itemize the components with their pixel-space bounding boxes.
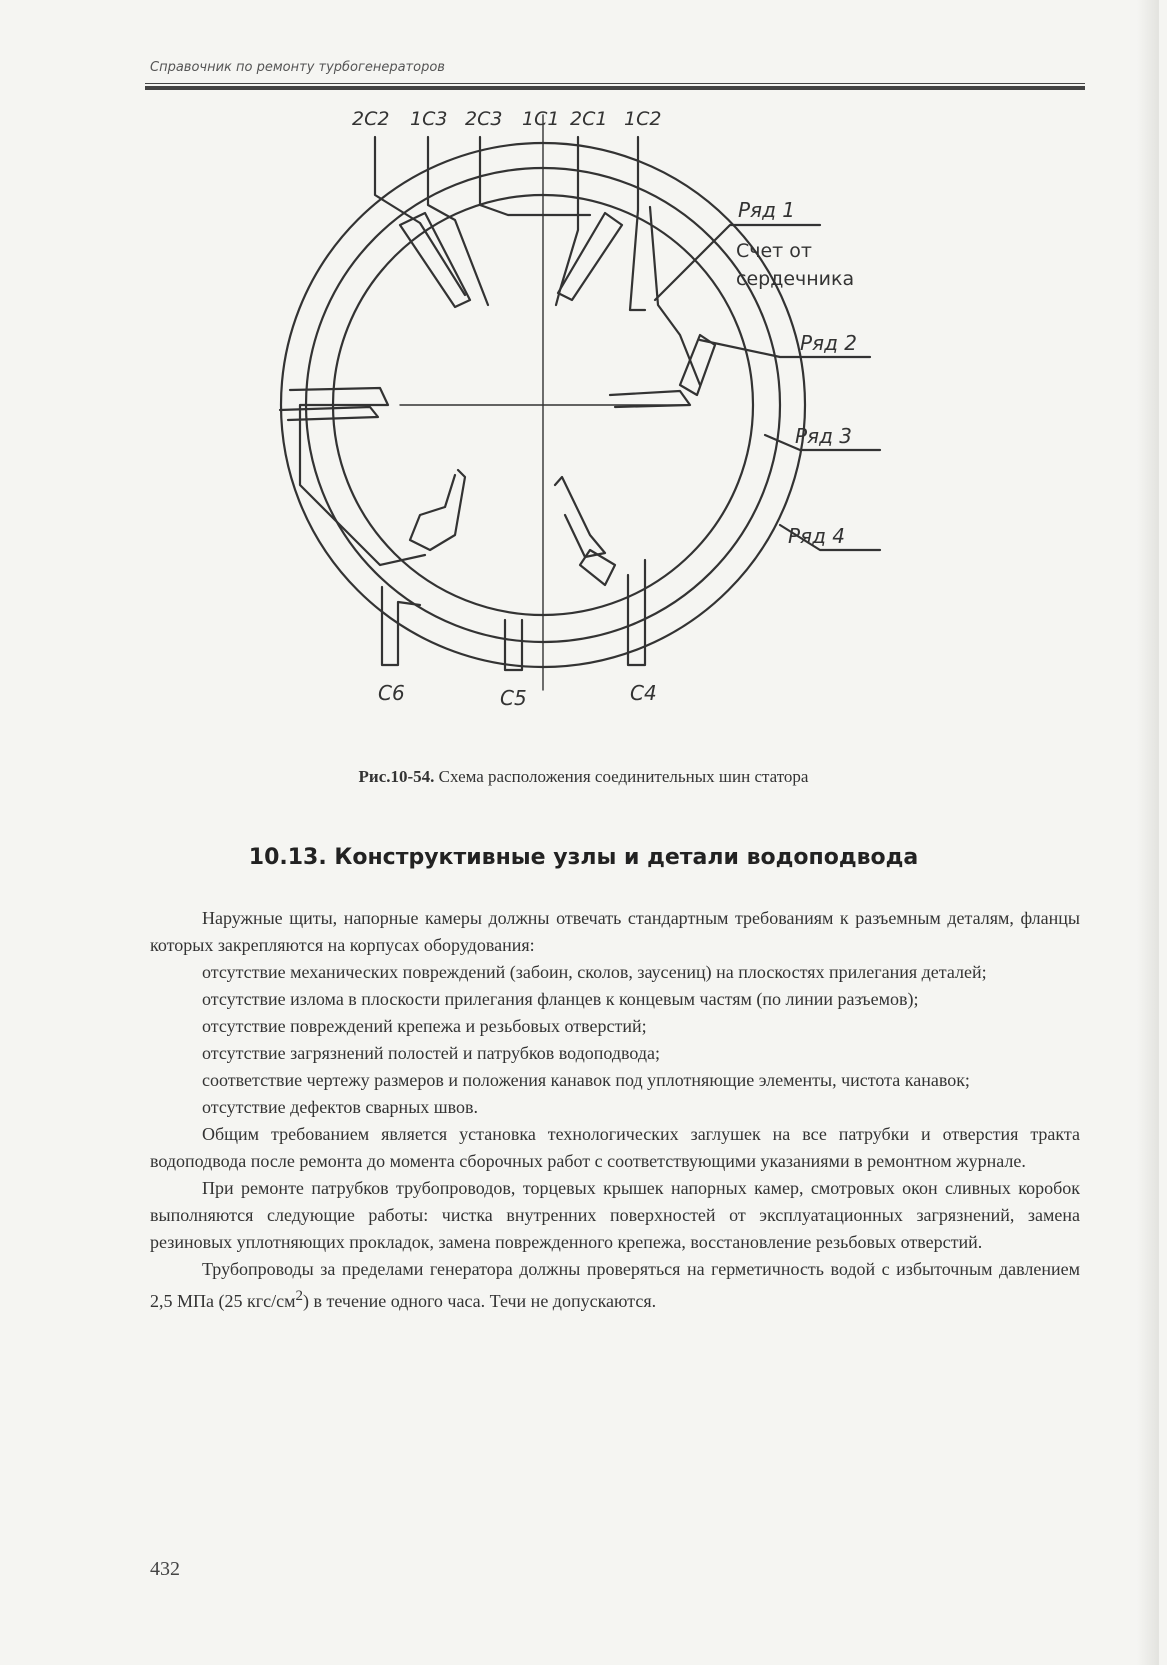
figure-caption bbox=[0, 767, 1167, 787]
label-row-4: Ряд 4 bbox=[788, 524, 846, 548]
page-number: 432 bbox=[150, 1558, 180, 1580]
bus-left-upper bbox=[290, 388, 425, 565]
last-paragraph-end: ) в течение одного часа. Течи не допускаются. bbox=[303, 1291, 657, 1311]
header-rule-thick bbox=[145, 86, 1085, 90]
label-2c2: 2С2 bbox=[352, 108, 390, 130]
label-2c1: 2С1 bbox=[570, 108, 608, 130]
lead-2c3 bbox=[480, 137, 590, 215]
label-2c3: 2С3 bbox=[465, 108, 503, 130]
note-count-line1: Счет от bbox=[736, 240, 812, 262]
label-1c1: 1С1 bbox=[522, 108, 560, 130]
label-row-3: Ряд 3 bbox=[795, 424, 853, 448]
paragraph: Наружные щиты, напорные камеры должны отвечать стандартным требованиям к разъемным деталям, фланцы которых закрепляются на корпусах оборудования: bbox=[150, 908, 1080, 955]
paragraph-last bbox=[150, 1256, 1080, 1315]
paragraph: отсутствие механических повреждений (забоин, сколов, заусениц) на плоскостях прилегания деталей; bbox=[202, 962, 987, 982]
label-1c2: 1С2 bbox=[624, 108, 662, 130]
last-paragraph-text: Трубопроводы за пределами генератора должны проверяться на герметичность водой с избыточным давлением 2,5 МПа (25 кгс/см bbox=[150, 1259, 1080, 1311]
paragraph: соответствие чертежу размеров и положения канавок под уплотняющие элементы, чистота канавок; bbox=[202, 1070, 970, 1090]
section-title: 10.13. Конструктивные узлы и детали водоподвода bbox=[248, 845, 919, 870]
label-row-1: Ряд 1 bbox=[738, 198, 796, 222]
caption-text: Схема расположения соединительных шин статора bbox=[434, 767, 809, 786]
paragraph: отсутствие повреждений крепежа и резьбовых отверстий; bbox=[202, 1016, 647, 1036]
caption-number: Рис.10-54. bbox=[358, 767, 435, 786]
paragraph: Общим требованием является установка технологических заглушек на все патрубки и отверстия тракта водоподвода после ремонта до момента сборочных работ с соответствующими указаниями в ремонтном журнале. bbox=[150, 1124, 1080, 1171]
scan-edge bbox=[1137, 0, 1159, 1665]
lead-c5 bbox=[505, 620, 522, 670]
paragraph: отсутствие излома в плоскости прилегания фланцев к концевым частям (по линии разъемов); bbox=[202, 989, 919, 1009]
header-rule bbox=[145, 83, 1085, 84]
hook-left bbox=[410, 470, 465, 550]
body-text bbox=[150, 905, 1080, 1315]
running-head: Справочник по ремонту турбогенераторов bbox=[150, 60, 445, 75]
label-c6: С6 bbox=[378, 681, 405, 705]
label-c4: С4 bbox=[630, 681, 657, 705]
paragraph: отсутствие загрязнений полостей и патрубков водоподвода; bbox=[202, 1043, 661, 1063]
hook-right bbox=[555, 477, 605, 557]
stator-bus-diagram bbox=[260, 95, 960, 760]
paragraph: отсутствие дефектов сварных швов. bbox=[202, 1097, 479, 1117]
superscript: 2 bbox=[295, 1288, 303, 1304]
note-count-line2: сердечника bbox=[736, 268, 855, 290]
paragraph: При ремонте патрубков трубопроводов, торцевых крышек напорных камер, смотровых окон сливных коробок выполняются следующие работы: чистка внутренних поверхностей от эксплуатационных загрязнений, замена резиновых уплотняющих прокладок, замена поврежденного крепежа, восстановление резьбовых отверстий. bbox=[150, 1178, 1080, 1252]
label-row-2: Ряд 2 bbox=[800, 331, 858, 355]
label-1c3: 1С3 bbox=[410, 108, 448, 130]
label-c5: С5 bbox=[500, 686, 527, 710]
bus-left-lower bbox=[280, 407, 378, 420]
